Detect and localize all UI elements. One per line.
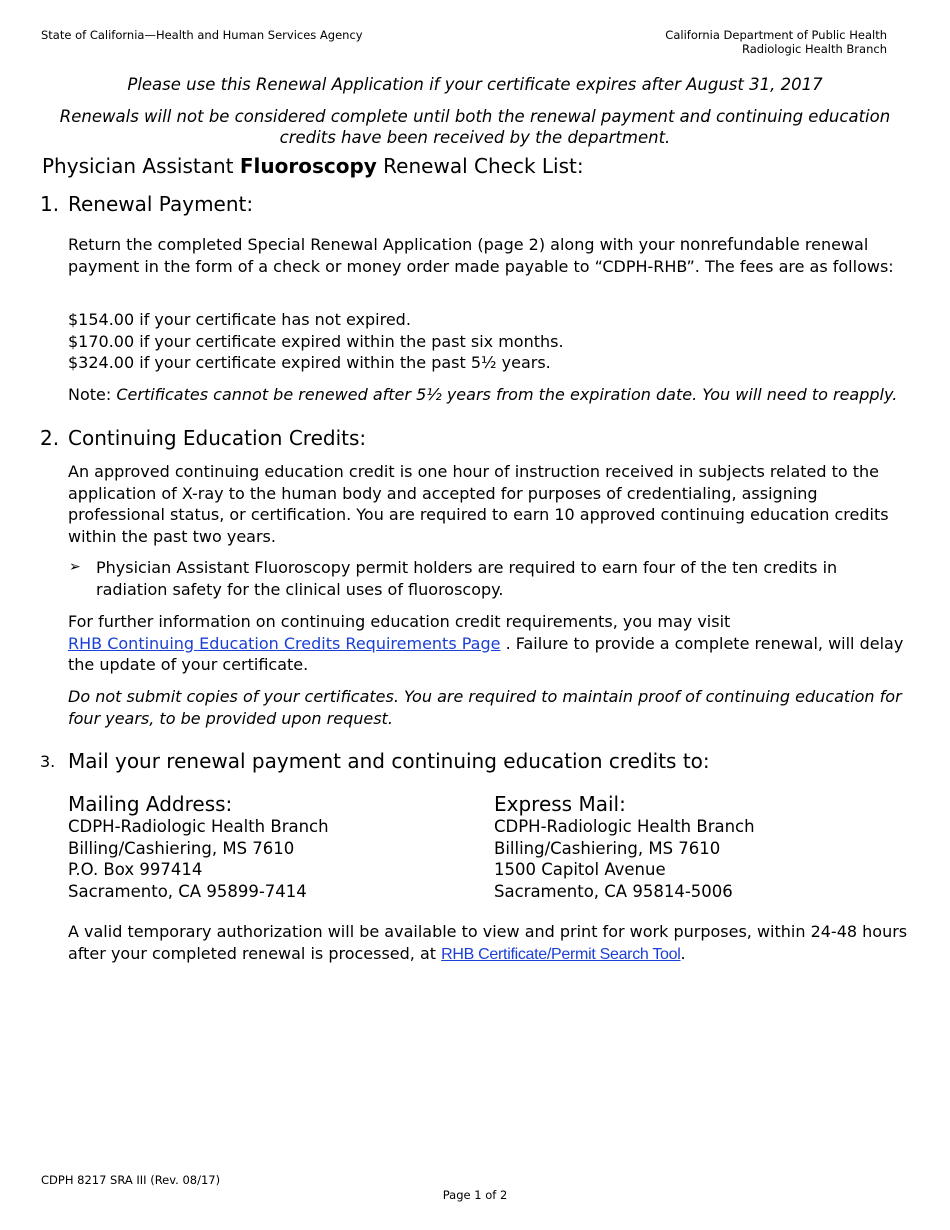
address-line: CDPH-Radiologic Health Branch (494, 817, 755, 836)
temporary-authorization-end: . (680, 943, 686, 963)
address-line: Billing/Cashiering, MS 7610 (494, 838, 721, 858)
address-line: CDPH-Radiologic Health Branch (68, 817, 329, 836)
form-identifier: CDPH 8217 SRA III (Rev. 08/17) (41, 1173, 221, 1187)
section2-further-info (68, 611, 908, 676)
note-text: Certificates cannot be renewed after 5½ years from the expiration date. You will need to reapply. (116, 385, 898, 404)
section1-heading: Renewal Payment: (68, 192, 254, 216)
address-line: Sacramento, CA 95814-5006 (494, 881, 733, 901)
expiration-notice: Please use this Renewal Application if your certificate expires after August 31, 2017 (127, 75, 823, 94)
section1-para-c: renewal payment in the form of a check or money order made payable to “CDPH-RHB”. The fees are as follows: (68, 235, 894, 276)
express-mail-title: Express Mail: (494, 792, 626, 816)
department-header (665, 28, 887, 56)
fee-item: $170.00 if your certificate expired within the past six months. (68, 331, 564, 351)
bullet-arrow-icon: ➢ (69, 559, 81, 575)
express-mail-block (494, 792, 755, 902)
section1-note (68, 384, 918, 406)
section2-bullet: Physician Assistant Fluoroscopy permit holders are required to earn four of the ten credits in radiation safety for the clinical uses of fluoroscopy. (96, 558, 838, 599)
section2-paragraph: An approved continuing education credit is one hour of instruction received in subjects related to the application of X-ray to the human body and accepted for purposes of credentialing, assigning professional status, or certification. You are required to earn 10 approved continuing education credits within the past two years. (68, 462, 889, 546)
address-line: Billing/Cashiering, MS 7610 (68, 838, 295, 858)
address-line: 1500 Capitol Avenue (494, 860, 666, 879)
further-info-text: For further information on continuing education credit requirements, you may visit (68, 612, 731, 631)
completeness-notice-line1: Renewals will not be considered complete until both the renewal payment and continuing education (59, 107, 891, 126)
title-prefix: Physician Assistant (42, 154, 240, 178)
title-bold: Fluoroscopy (239, 154, 377, 178)
page-number: Page 1 of 2 (442, 1188, 508, 1202)
section1-number: 1. (40, 192, 60, 216)
address-line: Sacramento, CA 95899-7414 (68, 881, 307, 901)
temporary-authorization-paragraph (68, 921, 908, 965)
branch-name: Radiologic Health Branch (741, 42, 887, 56)
completeness-notice (40, 106, 910, 148)
section3-number: 3. (40, 752, 56, 771)
temporary-authorization-text: A valid temporary authorization will be available to view and print for work purposes, within 24-48 hours after your completed renewal is processed, at (68, 922, 908, 963)
further-info-text-b: . Failure to provide a complete renewal, will delay the update of your certificate. (68, 633, 904, 674)
agency-header: State of California—Health and Human Services Agency (41, 28, 363, 42)
nonrefundable-text: nonrefundable (679, 235, 800, 254)
mailing-address-title: Mailing Address: (68, 792, 233, 816)
fee-list (68, 309, 908, 374)
section2-heading: Continuing Education Credits: (68, 426, 367, 450)
note-label: Note: (68, 385, 117, 404)
section2-certificates-note (68, 686, 908, 729)
fee-item: $154.00 if your certificate has not expired. (68, 310, 411, 329)
page-title (42, 153, 584, 179)
certificates-note-text: Do not submit copies of your certificates. You are required to maintain proof of continuing education for four years, to be provided upon request. (68, 687, 902, 728)
section2-number: 2. (40, 426, 60, 450)
title-suffix: Renewal Check List: (376, 154, 584, 178)
section1-paragraph (68, 234, 908, 277)
fee-item: $324.00 if your certificate expired within the past 5½ years. (68, 353, 551, 372)
certificate-search-link[interactable]: RHB Certificate/Permit Search Tool (441, 945, 681, 963)
address-line: P.O. Box 997414 (68, 860, 203, 879)
mailing-address-block (68, 792, 329, 902)
ce-requirements-link[interactable]: RHB Continuing Education Credits Requirements Page (68, 633, 501, 653)
completeness-notice-line2: credits have been received by the department. (279, 128, 671, 147)
department-name: California Department of Public Health (665, 28, 887, 42)
section3-heading: Mail your renewal payment and continuing education credits to: (68, 749, 710, 773)
section1-para-a: Return the completed Special Renewal Application (page 2) along with your (68, 235, 680, 254)
